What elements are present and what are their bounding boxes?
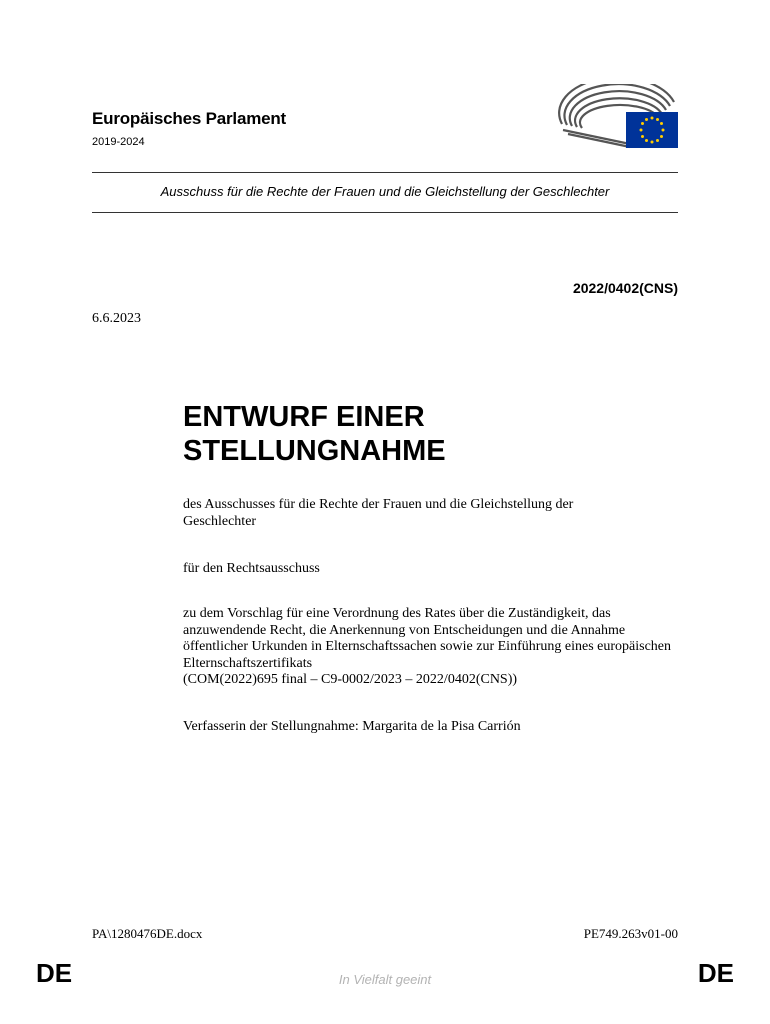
language-code-right: DE [697, 958, 734, 988]
for-committee-text: für den Rechtsausschuss [183, 561, 320, 576]
divider-top [92, 172, 678, 173]
european-parliament-logo-icon [558, 84, 680, 150]
from-committee-text: des Ausschusses für die Rechte der Frauen und die Gleichstellung der Geschlechter [183, 497, 574, 529]
document-date: 6.6.2023 [92, 311, 141, 326]
subject-block [183, 606, 678, 689]
parliamentary-term: 2019-2024 [92, 136, 145, 148]
language-code-left: DE [36, 958, 73, 988]
subject-text: zu dem Vorschlag für eine Verordnung des Rates über die Zuständigkeit, das anzuwendende Recht, die Anerkennung von Entscheidungen und die Annahme öffentlicher Urkunden in Elternschaftssachen sowie zur Einführung eines europäischen Elternschaftszertifikats [183, 606, 672, 671]
eu-motto: In Vielfalt geeint [338, 972, 432, 987]
divider-bottom [92, 212, 678, 213]
footer-file-name: PA\1280476DE.docx [92, 926, 203, 941]
committee-name: Ausschuss für die Rechte der Frauen und die Gleichstellung der Geschlechter [160, 184, 610, 199]
document-title [183, 400, 446, 468]
organisation-name: Europäisches Parlament [92, 109, 287, 128]
footer-pe-number: PE749.263v01-00 [583, 926, 678, 941]
procedure-number: 2022/0402(CNS) [572, 280, 678, 296]
subject-reference: (COM(2022)695 final – C9-0002/2023 – 2022/0402(CNS)) [183, 672, 518, 687]
title-line-1: ENTWURF EINER [183, 401, 425, 433]
title-line-2: STELLUNGNAHME [183, 435, 446, 467]
rapporteur-text: Verfasserin der Stellungnahme: Margarita de la Pisa Carrión [183, 719, 521, 734]
